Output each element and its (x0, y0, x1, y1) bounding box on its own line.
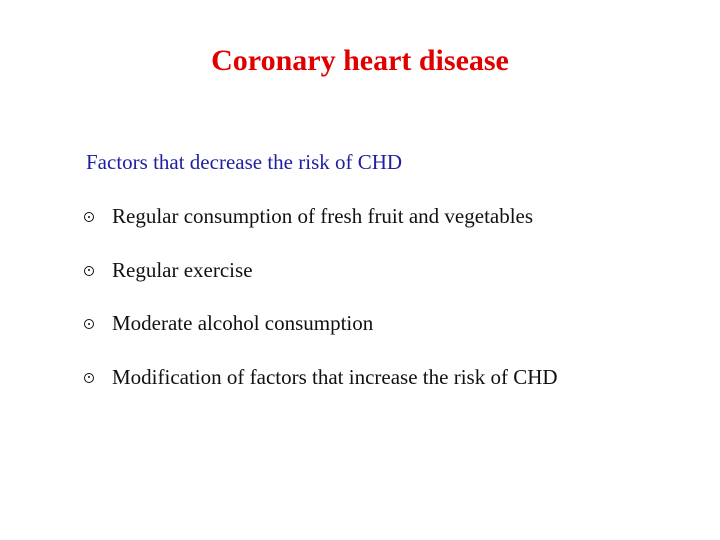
slide-subtitle: Factors that decrease the risk of CHD (86, 150, 403, 174)
bullet-icon (84, 212, 94, 222)
bullet-item-alcohol (84, 309, 558, 363)
slide-title: Coronary heart disease (211, 44, 509, 77)
bullet-item-fruit-vegetables (84, 202, 558, 256)
bullet-text: Modification of factors that increase the risk of CHD (112, 364, 558, 389)
bullet-item-exercise (84, 256, 558, 310)
bullet-text: Moderate alcohol consumption (112, 311, 374, 335)
bullet-icon (84, 373, 94, 383)
bullet-item-modification (84, 363, 558, 417)
bullet-text: Regular exercise (112, 257, 253, 282)
bullet-icon (84, 266, 94, 276)
bullet-text: Regular consumption of fresh fruit and vegetables (112, 204, 534, 228)
bullet-icon (84, 319, 94, 329)
bullet-list (84, 202, 558, 416)
